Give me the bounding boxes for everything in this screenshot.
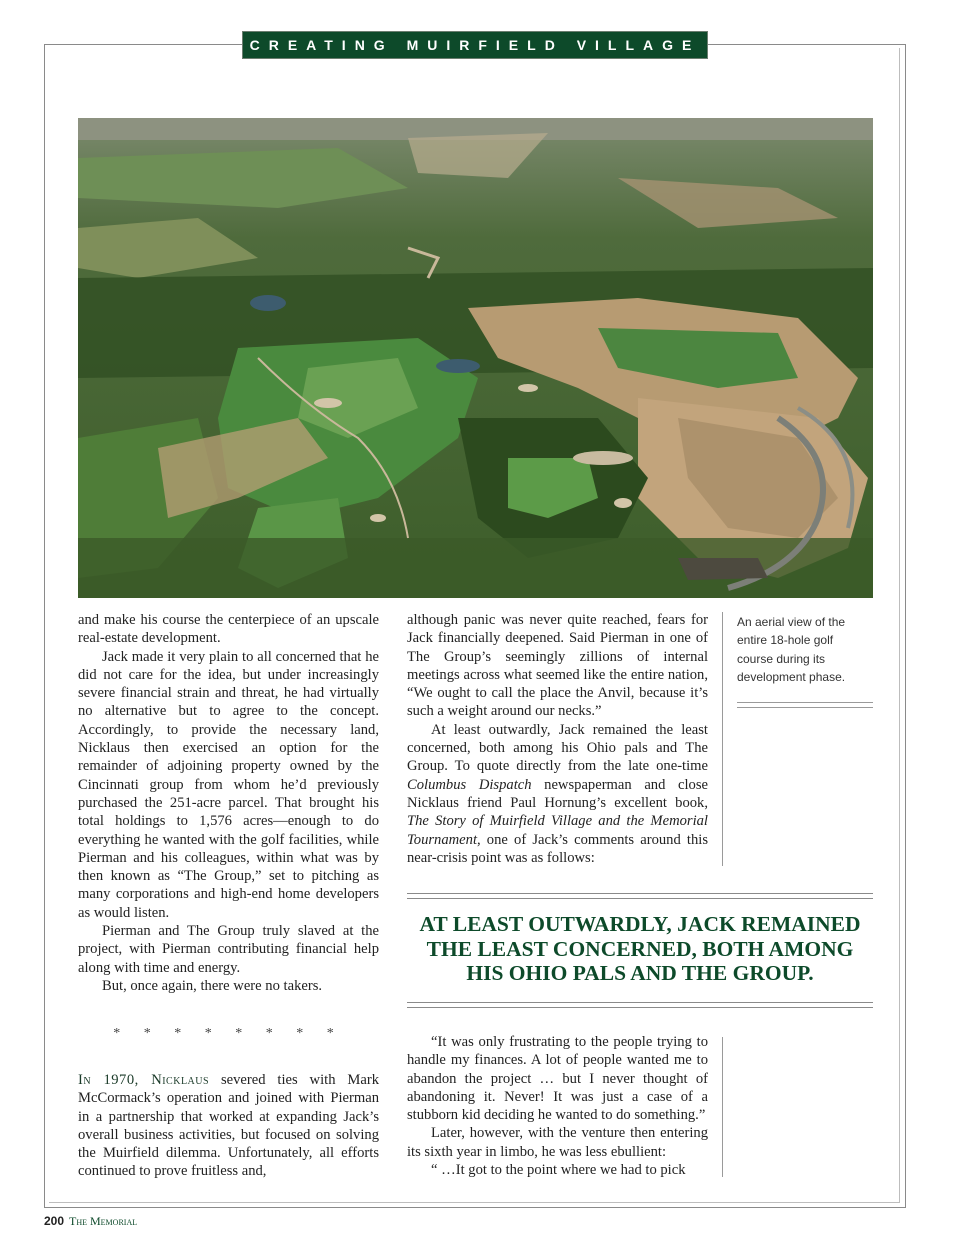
col2-p2-italic-newspaper: Columbus Dispatch [407, 776, 532, 793]
col2-paragraph-1: although panic was never quite reached, fears for Jack financially deepened. Said Pierman in one of The Group’s seemingly zillions of internal meetings across what seemed like the entire nation, “We ought to call the place the Anvil, because it’s such a weight around our necks.” [407, 612, 708, 720]
body-column-1-continued [78, 1071, 379, 1181]
col2b-paragraph-3: “ …It got to the point where we had to pick [431, 1162, 686, 1179]
caption-rule-top [737, 702, 873, 703]
section-lead-in: In 1970, Nicklaus [78, 1072, 210, 1088]
section-header-banner: CREATING MUIRFIELD VILLAGE [242, 31, 708, 59]
col2-p2-italic-book: The Story of Muirfield Village and the Memorial Tournament [407, 813, 708, 848]
col1-paragraph-4: But, once again, there were no takers. [102, 977, 323, 994]
pullquote-rule-top-1 [407, 893, 873, 894]
pullquote-rule-bottom-2 [407, 1007, 873, 1008]
pullquote-rule-top-2 [407, 898, 873, 899]
col2-p2-text-b: newspaperman and close Nicklaus friend Paul Hornung’s excellent book, [407, 776, 709, 811]
col1b-text: severed ties with Mark McCormack’s operation and joined with Pierman in a partnership that worked at expanding Jack’s overall business activities, but focused on solving the Muirfield dilemma. Unfortunately, all efforts continued to prove fruitless and, [78, 1072, 379, 1180]
page-number: 200 [44, 1214, 65, 1228]
col1-paragraph-2: Jack made it very plain to all concerned that he did not care for the idea, but under increasingly severe financial strain and threat, he had virtually no alternative but to agree to the concept. Accordingly, to provide the necessary land, Nicklaus then exercised an option for the remainder of adjoining property owned by the Cincinnati group from whom he’d previously purchased the 251-acre parcel. That brought his total holdings to 1,576 acres—enough to do everything he wanted with the golf facilities, while Pierman and his colleagues, within what was by then known as “The Group,” set to pitching as many corporations and high-end home developers as would listen. [78, 648, 379, 921]
col1-paragraph-1: and make his course the centerpiece of an upscale real-estate development. [78, 612, 379, 647]
body-column-2 [407, 611, 708, 867]
section-break-asterisks: * * * * * * * * [113, 1026, 344, 1041]
body-column-1 [78, 611, 379, 995]
pullquote: AT LEAST OUTWARDLY, JACK REMAINED THE LEAST CONCERNED, BOTH AMONG HIS OHIO PALS AND THE GROUP. [419, 912, 861, 985]
col2b-paragraph-2: Later, however, with the venture then entering its sixth year in limbo, he was less ebullient: [407, 1125, 708, 1160]
col1-paragraph-3: Pierman and The Group truly slaved at the project, with Pierman contributing financial help along with time and energy. [78, 923, 379, 976]
aerial-photo [78, 118, 873, 598]
col2-p2-text-a: At least outwardly, Jack remained the least concerned, both among his Ohio pals and The Group. To quote directly from the late one-time [407, 721, 708, 775]
col2-paragraph-2 [407, 721, 708, 867]
caption-rule-bottom [737, 707, 873, 708]
column-divider-rule-lower [722, 1037, 723, 1177]
photo-caption: An aerial view of the entire 18-hole golf course during its development phase. [737, 615, 846, 684]
col2-p2-text-c: , one of Jack’s comments around this near-crisis point was as follows: [407, 831, 708, 866]
pullquote-rule-bottom-1 [407, 1002, 873, 1003]
running-footer-title: The Memorial [69, 1214, 138, 1228]
column-divider-rule [722, 612, 723, 866]
body-column-2-continued [407, 1033, 708, 1179]
col2b-paragraph-1: “It was only frustrating to the people trying to handle my finances. A lot of people wanted me to abandon the project … but I never thought of abandoning it. Never! It was just a case of a stubborn kid deciding he wanted to do something.” [407, 1034, 708, 1124]
col1b-paragraph [78, 1071, 379, 1181]
